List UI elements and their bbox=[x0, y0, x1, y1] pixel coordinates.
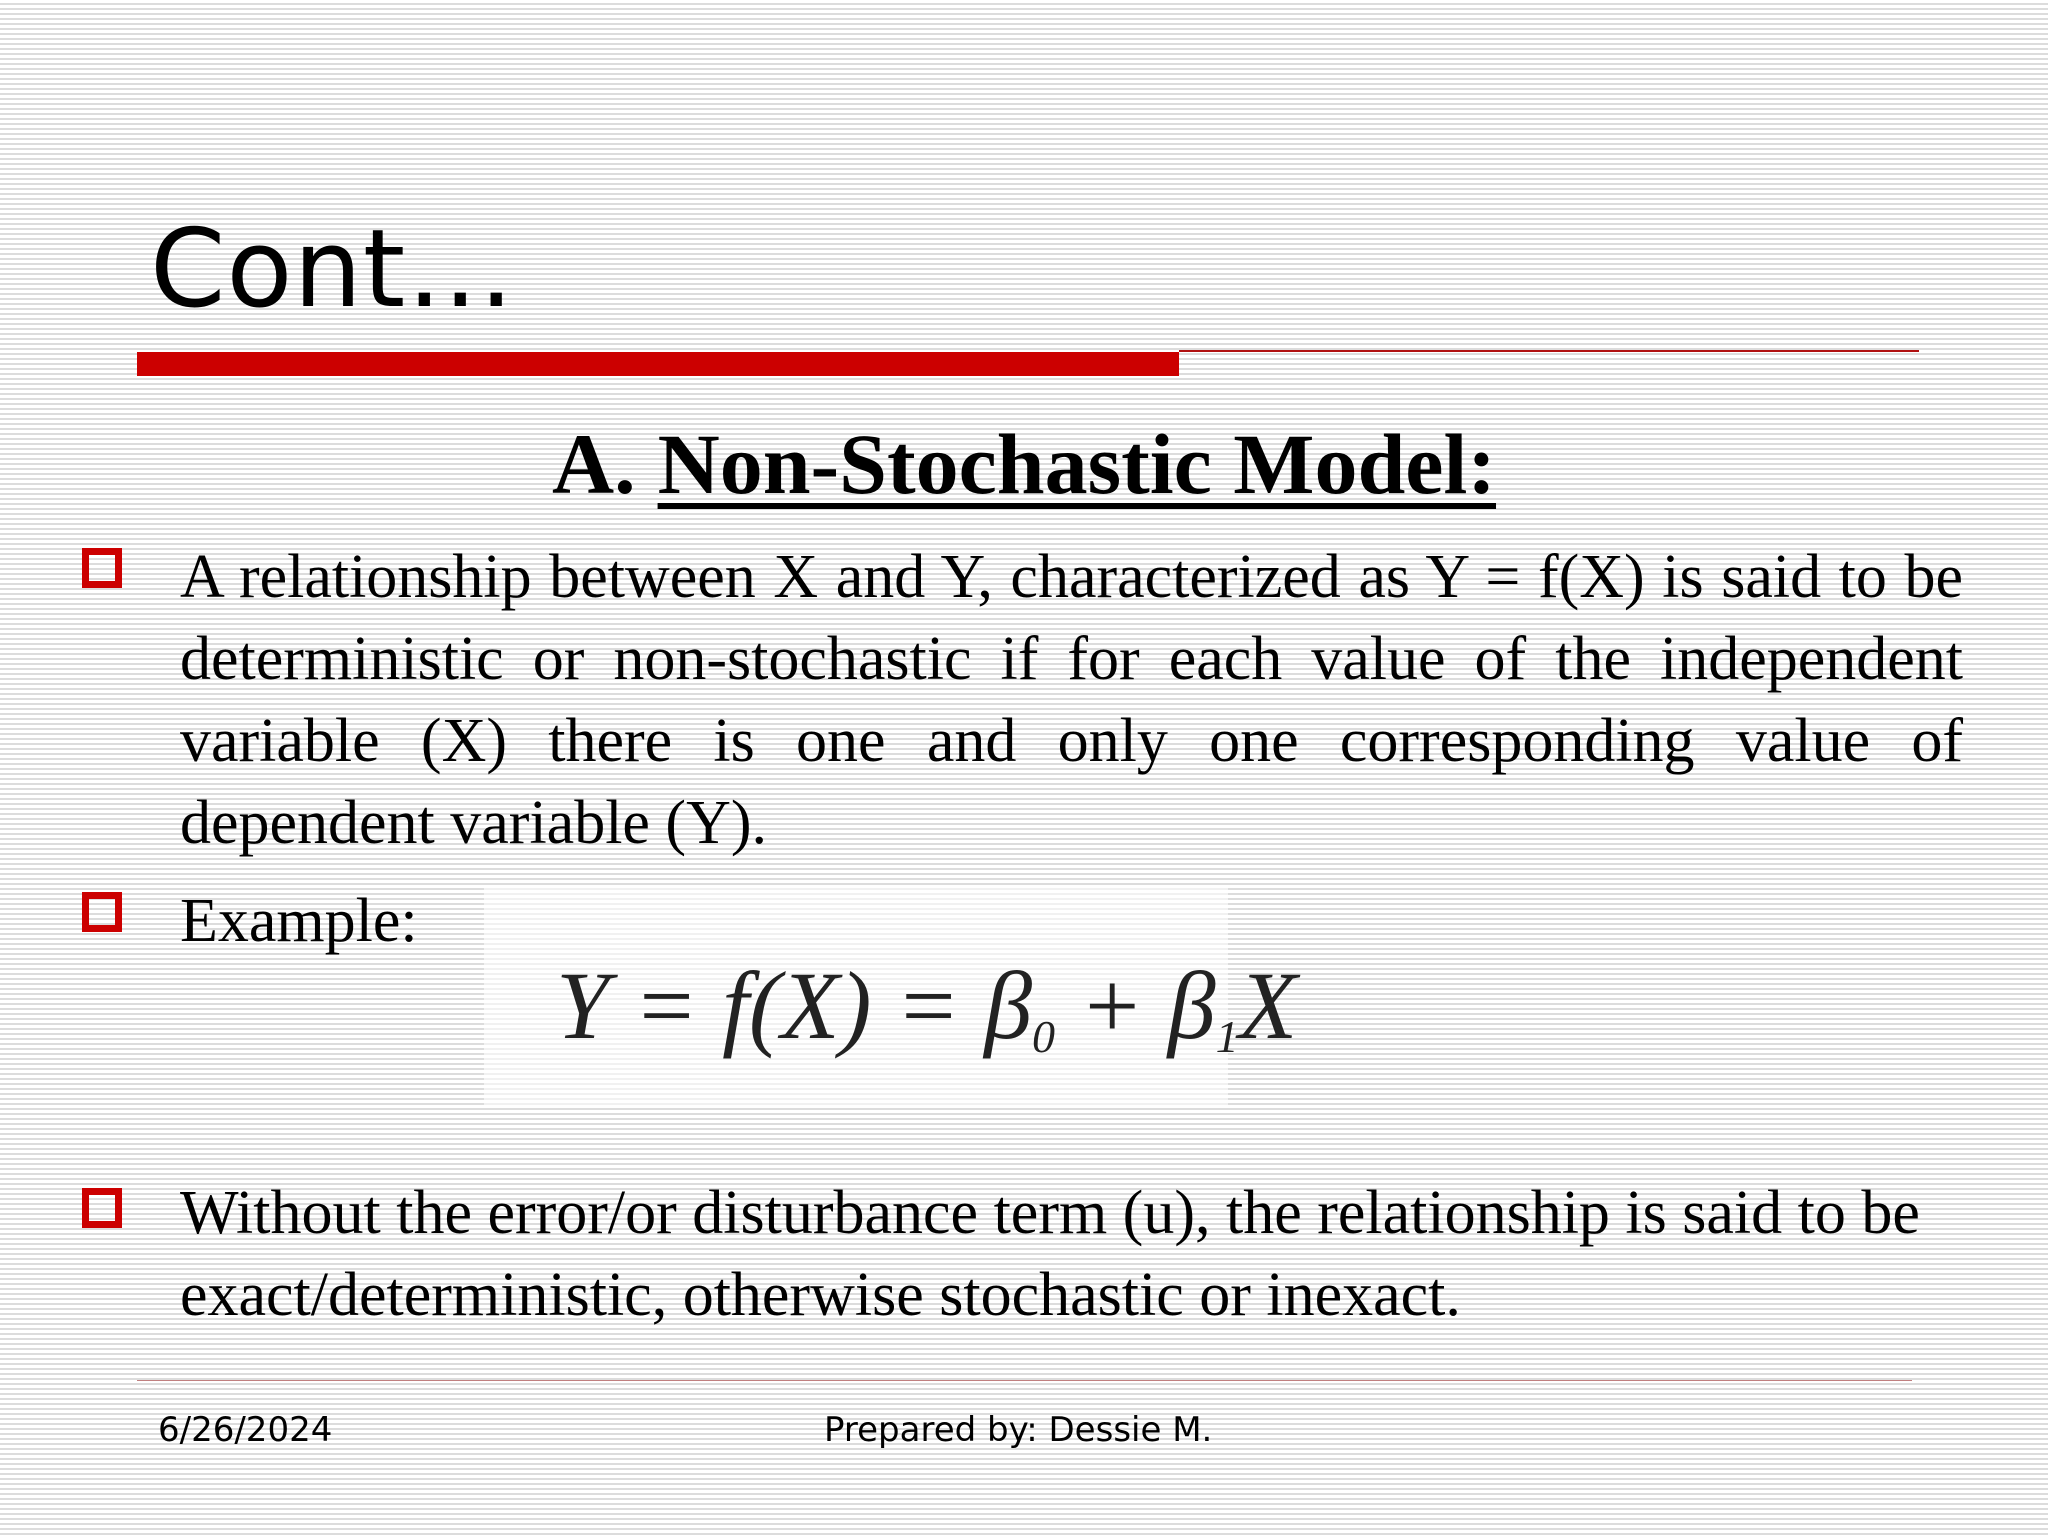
formula-image bbox=[484, 888, 1298, 1106]
bullet-item-definition bbox=[180, 536, 1963, 864]
bullet-square-icon bbox=[82, 548, 122, 588]
section-heading-prefix: A. bbox=[551, 416, 636, 512]
footer-divider bbox=[137, 1380, 1912, 1381]
bullet-text: Example: bbox=[180, 887, 418, 955]
bullet-text: Without the error/or disturbance term (u), the relationship is said to be exact/deterministic, otherwise stochastic or inexact. bbox=[180, 1179, 1920, 1329]
formula-x: X bbox=[1238, 952, 1298, 1059]
formula-sub0: 0 bbox=[1032, 1011, 1056, 1062]
section-heading-text: Non-Stochastic Model: bbox=[657, 416, 1497, 512]
bullet-text: A relationship between X and Y, characterized as Y = f(X) is said to be deterministic or non-stochastic if for each value of the independent variable (X) there is one and only one corresponding value of dependent variable (Y). bbox=[180, 543, 1963, 857]
bullet-item-error-term bbox=[180, 1172, 1963, 1336]
formula-beta1: β bbox=[1167, 952, 1216, 1059]
footer-author: Prepared by: Dessie M. bbox=[824, 1410, 1213, 1450]
formula-graphic bbox=[484, 888, 1298, 1106]
bullet-square-icon bbox=[82, 892, 122, 932]
formula-plus: + bbox=[1055, 952, 1168, 1059]
slide-title: Cont… bbox=[150, 207, 516, 332]
formula-expression bbox=[556, 952, 1301, 1062]
formula-sub1: 1 bbox=[1215, 1011, 1239, 1062]
footer-date: 6/26/2024 bbox=[158, 1410, 333, 1450]
formula-beta0: β bbox=[984, 952, 1033, 1059]
section-heading bbox=[0, 412, 2048, 516]
bullet-square-icon bbox=[82, 1188, 122, 1228]
title-underline-thin bbox=[1179, 350, 1919, 352]
title-underline-thick bbox=[137, 352, 1179, 376]
formula-lhs: Y = f(X) = bbox=[556, 952, 985, 1059]
